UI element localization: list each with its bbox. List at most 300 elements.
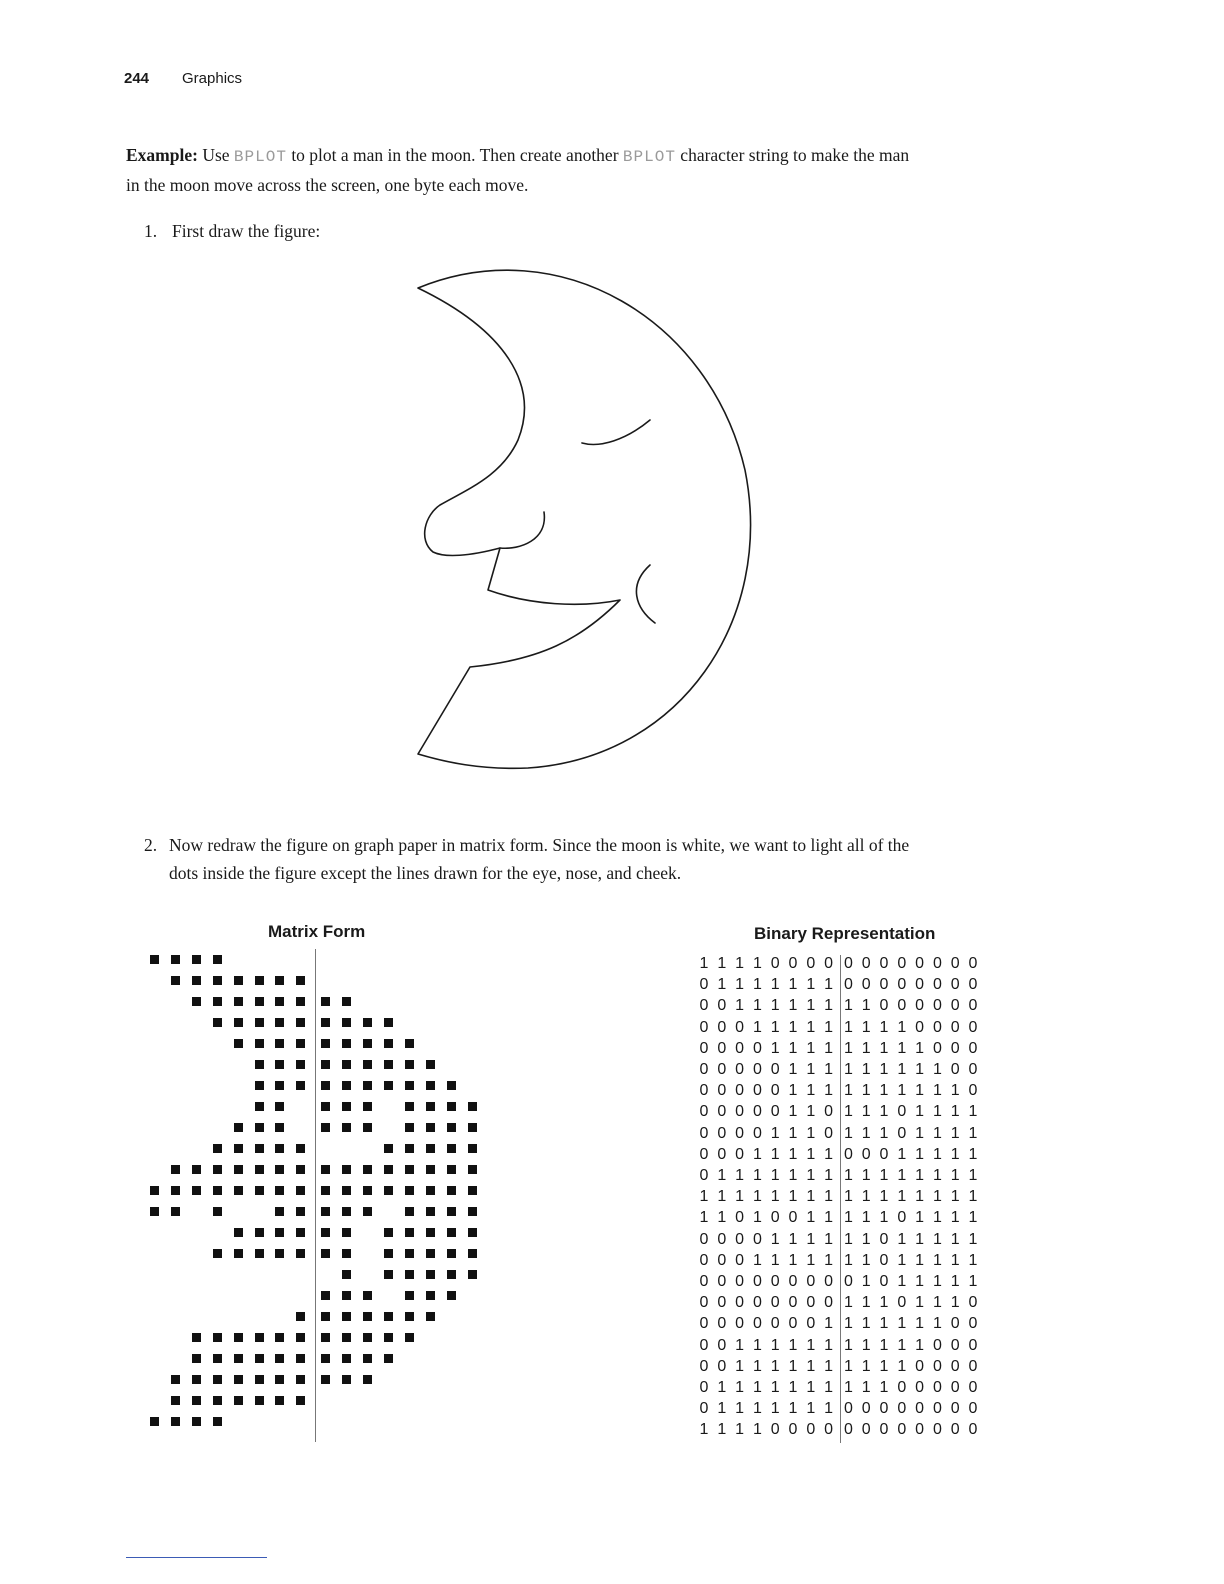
binary-digit: 1 xyxy=(735,976,745,994)
binary-digit: 1 xyxy=(788,1379,798,1396)
binary-digit: 0 xyxy=(699,976,709,994)
binary-digit: 1 xyxy=(879,1336,889,1354)
binary-digit: 0 xyxy=(879,1145,889,1163)
matrix-dot xyxy=(342,1081,351,1090)
matrix-dot xyxy=(321,1081,330,1090)
matrix-dot xyxy=(296,976,305,985)
matrix-dot xyxy=(192,1354,201,1363)
matrix-dot xyxy=(192,1333,201,1342)
binary-digit: 1 xyxy=(950,1294,960,1312)
binary-digit: 0 xyxy=(717,1018,727,1036)
matrix-dot xyxy=(363,1165,372,1174)
binary-digit: 1 xyxy=(752,955,762,972)
binary-digit: 1 xyxy=(861,1039,871,1057)
matrix-dot xyxy=(342,1270,351,1279)
binary-digit: 1 xyxy=(861,1379,871,1396)
binary-digit: 1 xyxy=(806,997,816,1015)
binary-digit: 1 xyxy=(752,1357,762,1375)
matrix-row xyxy=(150,995,490,1009)
matrix-row xyxy=(150,1058,490,1072)
binary-digit: 1 xyxy=(879,1039,889,1057)
matrix-row xyxy=(150,1310,490,1324)
binary-digit: 0 xyxy=(897,1421,907,1439)
matrix-dot xyxy=(296,1060,305,1069)
matrix-dot xyxy=(342,1312,351,1321)
binary-digit: 0 xyxy=(897,955,907,972)
binary-digit: 0 xyxy=(788,1421,798,1439)
matrix-dot xyxy=(342,1018,351,1027)
binary-digit: 0 xyxy=(968,1379,978,1396)
matrix-dot xyxy=(405,1270,414,1279)
matrix-dot xyxy=(363,1333,372,1342)
binary-digit: 0 xyxy=(770,1209,780,1227)
binary-digit: 1 xyxy=(915,1082,925,1100)
matrix-dot xyxy=(363,1354,372,1363)
matrix-dot xyxy=(255,1396,264,1405)
binary-digit: 1 xyxy=(932,1273,942,1290)
binary-digit: 0 xyxy=(735,1230,745,1248)
binary-digit: 1 xyxy=(879,1188,889,1206)
binary-digit: 1 xyxy=(717,1400,727,1418)
binary-digit: 1 xyxy=(806,1400,816,1418)
matrix-dot xyxy=(255,1165,264,1174)
binary-digit: 0 xyxy=(717,1336,727,1354)
binary-digit: 0 xyxy=(950,955,960,972)
matrix-row xyxy=(150,1100,490,1114)
step2-line-1: Now redraw the figure on graph paper in matrix form. Since the moon is white, we want to light all of the xyxy=(169,835,910,855)
matrix-dot xyxy=(426,1186,435,1195)
binary-digit: 0 xyxy=(932,1421,942,1439)
binary-digit: 1 xyxy=(897,1145,907,1163)
binary-digit: 1 xyxy=(932,1230,942,1248)
matrix-dot xyxy=(447,1144,456,1153)
binary-digit: 0 xyxy=(752,1039,762,1057)
binary-digit: 0 xyxy=(735,1124,745,1142)
matrix-dot xyxy=(363,1291,372,1300)
matrix-dot xyxy=(363,1207,372,1216)
binary-digit: 1 xyxy=(806,1103,816,1121)
binary-digit: 0 xyxy=(770,955,780,972)
binary-digit: 1 xyxy=(788,1103,798,1121)
binary-digit: 1 xyxy=(770,1336,780,1354)
matrix-dot xyxy=(275,1396,284,1405)
matrix-dot xyxy=(150,1417,159,1426)
matrix-dot xyxy=(447,1123,456,1132)
matrix-dot xyxy=(468,1123,477,1132)
binary-digit: 0 xyxy=(843,1421,853,1439)
binary-row xyxy=(698,1400,998,1421)
binary-digit: 0 xyxy=(861,955,871,972)
binary-digit: 1 xyxy=(770,1230,780,1248)
binary-digit: 0 xyxy=(770,1103,780,1121)
binary-digit: 0 xyxy=(735,1251,745,1269)
matrix-dot xyxy=(171,955,180,964)
matrix-dot xyxy=(405,1060,414,1069)
binary-digit: 0 xyxy=(950,1379,960,1396)
code-bplot-1: BPLOT xyxy=(233,148,287,166)
matrix-dot xyxy=(342,1333,351,1342)
binary-digit: 0 xyxy=(717,1082,727,1100)
matrix-dot xyxy=(447,1186,456,1195)
binary-digit: 0 xyxy=(824,1124,834,1142)
binary-digit: 0 xyxy=(897,1124,907,1142)
matrix-dot xyxy=(468,1102,477,1111)
binary-digit: 1 xyxy=(806,1379,816,1396)
binary-digit: 1 xyxy=(932,1145,942,1163)
binary-digit: 1 xyxy=(788,1039,798,1057)
binary-digit: 1 xyxy=(717,955,727,972)
binary-digit: 1 xyxy=(897,1188,907,1206)
binary-digit: 1 xyxy=(752,1145,762,1163)
binary-digit: 1 xyxy=(897,1315,907,1333)
binary-digit: 1 xyxy=(824,1209,834,1227)
binary-digit: 1 xyxy=(932,1103,942,1121)
binary-digit: 1 xyxy=(699,955,709,972)
binary-digit: 1 xyxy=(806,1018,816,1036)
matrix-row xyxy=(150,1121,490,1135)
matrix-dot xyxy=(296,1375,305,1384)
binary-digit: 0 xyxy=(968,955,978,972)
binary-digit: 1 xyxy=(752,1251,762,1269)
matrix-dot xyxy=(426,1312,435,1321)
binary-digit: 1 xyxy=(897,1039,907,1057)
binary-digit: 0 xyxy=(699,1103,709,1121)
binary-digit: 1 xyxy=(770,1400,780,1418)
moon-cheek xyxy=(636,565,655,623)
binary-digit: 1 xyxy=(861,1230,871,1248)
matrix-row xyxy=(150,1268,490,1282)
binary-digit: 0 xyxy=(897,1209,907,1227)
binary-digit: 1 xyxy=(843,1315,853,1333)
binary-row xyxy=(698,1315,998,1336)
matrix-dot xyxy=(321,1312,330,1321)
matrix-dot xyxy=(384,1354,393,1363)
matrix-dot xyxy=(468,1165,477,1174)
matrix-dot xyxy=(275,997,284,1006)
matrix-dot xyxy=(321,1207,330,1216)
binary-digit: 1 xyxy=(861,1315,871,1333)
binary-digit: 0 xyxy=(752,1273,762,1290)
matrix-dot xyxy=(384,1333,393,1342)
matrix-row xyxy=(150,1352,490,1366)
binary-digit: 0 xyxy=(861,976,871,994)
matrix-dot xyxy=(342,1060,351,1069)
binary-digit: 0 xyxy=(968,1357,978,1375)
binary-digit: 1 xyxy=(915,1167,925,1184)
matrix-dot xyxy=(384,1186,393,1195)
binary-digit: 1 xyxy=(950,1230,960,1248)
matrix-dot xyxy=(275,1123,284,1132)
binary-digit: 1 xyxy=(824,1379,834,1396)
binary-digit: 1 xyxy=(735,1336,745,1354)
binary-digit: 1 xyxy=(932,1061,942,1078)
running-header: Graphics xyxy=(182,70,243,87)
binary-digit: 1 xyxy=(752,1167,762,1184)
binary-digit: 1 xyxy=(806,1251,816,1269)
binary-digit: 1 xyxy=(932,1124,942,1142)
matrix-dot xyxy=(192,976,201,985)
matrix-dot xyxy=(342,997,351,1006)
matrix-dot xyxy=(192,1396,201,1405)
binary-digit: 1 xyxy=(824,1061,834,1078)
binary-digit: 1 xyxy=(915,1315,925,1333)
binary-digit: 1 xyxy=(915,1103,925,1121)
matrix-dot xyxy=(468,1186,477,1195)
binary-digit: 1 xyxy=(699,1188,709,1206)
binary-digit: 0 xyxy=(699,1357,709,1375)
binary-digit: 1 xyxy=(950,1145,960,1163)
binary-digit: 0 xyxy=(932,1336,942,1354)
binary-row xyxy=(698,955,998,976)
binary-row xyxy=(698,1061,998,1082)
binary-digit: 0 xyxy=(735,1145,745,1163)
matrix-dot xyxy=(234,1039,243,1048)
matrix-dot xyxy=(213,1018,222,1027)
matrix-dot xyxy=(275,1102,284,1111)
matrix-dot xyxy=(363,1123,372,1132)
matrix-dot xyxy=(405,1291,414,1300)
matrix-dot xyxy=(342,1291,351,1300)
example-label: Example: xyxy=(126,145,198,165)
binary-digit: 1 xyxy=(897,1336,907,1354)
binary-digit: 1 xyxy=(806,1124,816,1142)
matrix-dot xyxy=(426,1249,435,1258)
matrix-dot xyxy=(296,1396,305,1405)
binary-digit: 0 xyxy=(897,1379,907,1396)
binary-digit: 1 xyxy=(806,1188,816,1206)
binary-digit: 1 xyxy=(879,1167,889,1184)
matrix-dot xyxy=(255,1060,264,1069)
matrix-dot xyxy=(321,997,330,1006)
matrix-dot xyxy=(405,1312,414,1321)
binary-digit: 1 xyxy=(968,1145,978,1163)
binary-digit: 1 xyxy=(752,976,762,994)
matrix-form-title: Matrix Form xyxy=(268,922,366,941)
matrix-dot xyxy=(171,1396,180,1405)
binary-digit: 0 xyxy=(806,1294,816,1312)
matrix-dot xyxy=(342,1228,351,1237)
matrix-dot xyxy=(426,1165,435,1174)
matrix-dot xyxy=(447,1102,456,1111)
matrix-dot xyxy=(275,1207,284,1216)
binary-digit: 0 xyxy=(861,1400,871,1418)
binary-digit: 0 xyxy=(806,955,816,972)
matrix-row xyxy=(150,953,490,967)
matrix-dot xyxy=(426,1228,435,1237)
binary-digit: 1 xyxy=(879,1315,889,1333)
binary-digit: 0 xyxy=(699,1230,709,1248)
binary-digit: 1 xyxy=(824,1357,834,1375)
binary-digit: 0 xyxy=(950,1315,960,1333)
matrix-dot xyxy=(426,1060,435,1069)
matrix-dot xyxy=(363,1081,372,1090)
matrix-dot xyxy=(468,1249,477,1258)
binary-digit: 1 xyxy=(824,976,834,994)
binary-digit: 1 xyxy=(879,1061,889,1078)
binary-digit: 1 xyxy=(843,1039,853,1057)
binary-digit: 0 xyxy=(824,1103,834,1121)
binary-digit: 0 xyxy=(717,1103,727,1121)
matrix-dot xyxy=(342,1102,351,1111)
binary-digit: 0 xyxy=(879,976,889,994)
step2-number: 2. xyxy=(144,835,158,855)
binary-digit: 1 xyxy=(861,1209,871,1227)
binary-digit: 0 xyxy=(879,997,889,1015)
matrix-row xyxy=(150,1373,490,1387)
binary-digit: 0 xyxy=(752,1294,762,1312)
matrix-dot xyxy=(213,1333,222,1342)
matrix-dot xyxy=(150,1186,159,1195)
matrix-dot xyxy=(255,1249,264,1258)
matrix-dot xyxy=(234,1375,243,1384)
matrix-dot xyxy=(296,1144,305,1153)
binary-digit: 1 xyxy=(843,1209,853,1227)
step1-text: First draw the figure: xyxy=(172,221,321,241)
matrix-dot xyxy=(234,1249,243,1258)
matrix-dot xyxy=(234,976,243,985)
matrix-dot xyxy=(384,1249,393,1258)
matrix-dot xyxy=(363,1060,372,1069)
binary-digit: 1 xyxy=(824,1400,834,1418)
matrix-dot xyxy=(213,1186,222,1195)
matrix-dot xyxy=(296,1354,305,1363)
binary-digit: 1 xyxy=(879,1209,889,1227)
binary-digit: 1 xyxy=(788,1400,798,1418)
binary-digit: 1 xyxy=(915,1230,925,1248)
matrix-dot xyxy=(275,1081,284,1090)
matrix-dot xyxy=(296,1249,305,1258)
binary-digit: 0 xyxy=(879,1400,889,1418)
binary-digit: 0 xyxy=(932,1400,942,1418)
matrix-dot xyxy=(468,1207,477,1216)
matrix-dot xyxy=(255,1228,264,1237)
binary-digit: 0 xyxy=(735,1082,745,1100)
binary-digit: 0 xyxy=(950,1400,960,1418)
binary-digit: 1 xyxy=(968,1209,978,1227)
binary-digit: 1 xyxy=(843,1061,853,1078)
binary-digit: 1 xyxy=(861,1061,871,1078)
matrix-dot xyxy=(213,1417,222,1426)
binary-digit: 0 xyxy=(806,1421,816,1439)
binary-digit: 1 xyxy=(735,997,745,1015)
matrix-dot xyxy=(192,997,201,1006)
matrix-dot xyxy=(171,1417,180,1426)
binary-digit: 1 xyxy=(861,1294,871,1312)
matrix-dot xyxy=(342,1039,351,1048)
binary-digit: 0 xyxy=(932,955,942,972)
binary-digit: 1 xyxy=(806,1061,816,1078)
matrix-dot xyxy=(342,1123,351,1132)
matrix-dot xyxy=(213,1207,222,1216)
example-line-1 xyxy=(126,140,1046,172)
matrix-dot xyxy=(321,1375,330,1384)
matrix-dot xyxy=(255,1018,264,1027)
binary-digit: 0 xyxy=(717,1124,727,1142)
binary-digit: 0 xyxy=(950,976,960,994)
matrix-row xyxy=(150,1331,490,1345)
matrix-dot xyxy=(363,1018,372,1027)
binary-digit: 1 xyxy=(915,1273,925,1290)
binary-digit: 1 xyxy=(932,1188,942,1206)
binary-digit: 1 xyxy=(915,1251,925,1269)
binary-digit: 0 xyxy=(932,1379,942,1396)
binary-digit: 1 xyxy=(915,1188,925,1206)
matrix-dot xyxy=(275,1144,284,1153)
binary-row xyxy=(698,1040,998,1061)
binary-digit: 1 xyxy=(843,1251,853,1269)
binary-digit: 0 xyxy=(915,1400,925,1418)
binary-digit: 1 xyxy=(735,1379,745,1396)
binary-digit: 1 xyxy=(897,1273,907,1290)
matrix-dot xyxy=(342,1375,351,1384)
binary-digit: 1 xyxy=(717,1209,727,1227)
binary-digit: 1 xyxy=(735,1357,745,1375)
binary-digit: 0 xyxy=(897,1103,907,1121)
binary-digit: 0 xyxy=(752,1124,762,1142)
matrix-dot xyxy=(296,1312,305,1321)
binary-digit: 0 xyxy=(968,1039,978,1057)
binary-digit: 0 xyxy=(968,1315,978,1333)
binary-digit: 1 xyxy=(770,1124,780,1142)
binary-digit: 0 xyxy=(861,1421,871,1439)
matrix-row xyxy=(150,1394,490,1408)
matrix-dot xyxy=(255,997,264,1006)
binary-digit: 1 xyxy=(932,1167,942,1184)
binary-digit: 1 xyxy=(932,1082,942,1100)
binary-digit: 1 xyxy=(968,1251,978,1269)
binary-digit: 0 xyxy=(770,1061,780,1078)
binary-digit: 1 xyxy=(843,1188,853,1206)
binary-digit: 0 xyxy=(699,1251,709,1269)
binary-digit: 0 xyxy=(735,1294,745,1312)
binary-row xyxy=(698,1209,998,1230)
matrix-row xyxy=(150,1016,490,1030)
binary-digit: 0 xyxy=(915,1421,925,1439)
binary-digit: 0 xyxy=(735,1039,745,1057)
binary-digit: 1 xyxy=(717,976,727,994)
binary-digit: 1 xyxy=(861,1103,871,1121)
binary-digit: 0 xyxy=(968,1336,978,1354)
binary-digit: 1 xyxy=(843,1379,853,1396)
matrix-dot xyxy=(192,1165,201,1174)
binary-digit: 1 xyxy=(879,1124,889,1142)
matrix-dot xyxy=(426,1207,435,1216)
binary-digit: 0 xyxy=(699,1018,709,1036)
binary-digit: 0 xyxy=(717,1145,727,1163)
binary-digit: 0 xyxy=(717,1357,727,1375)
binary-digit: 0 xyxy=(950,1336,960,1354)
matrix-dot xyxy=(447,1270,456,1279)
binary-digit: 1 xyxy=(770,1145,780,1163)
matrix-dot xyxy=(384,1144,393,1153)
binary-digit: 1 xyxy=(699,1421,709,1439)
binary-byte-divider xyxy=(840,955,841,1443)
binary-row xyxy=(698,1337,998,1358)
binary-digit: 1 xyxy=(950,1251,960,1269)
binary-digit: 1 xyxy=(879,1357,889,1375)
binary-digit: 0 xyxy=(824,1273,834,1290)
matrix-dot xyxy=(255,1375,264,1384)
matrix-dot xyxy=(405,1207,414,1216)
binary-digit: 0 xyxy=(950,1357,960,1375)
matrix-dot xyxy=(405,1333,414,1342)
matrix-dot xyxy=(342,1165,351,1174)
binary-digit: 1 xyxy=(806,1167,816,1184)
binary-digit: 0 xyxy=(897,997,907,1015)
binary-digit: 0 xyxy=(699,1061,709,1078)
matrix-row xyxy=(150,1037,490,1051)
matrix-dot xyxy=(296,1165,305,1174)
